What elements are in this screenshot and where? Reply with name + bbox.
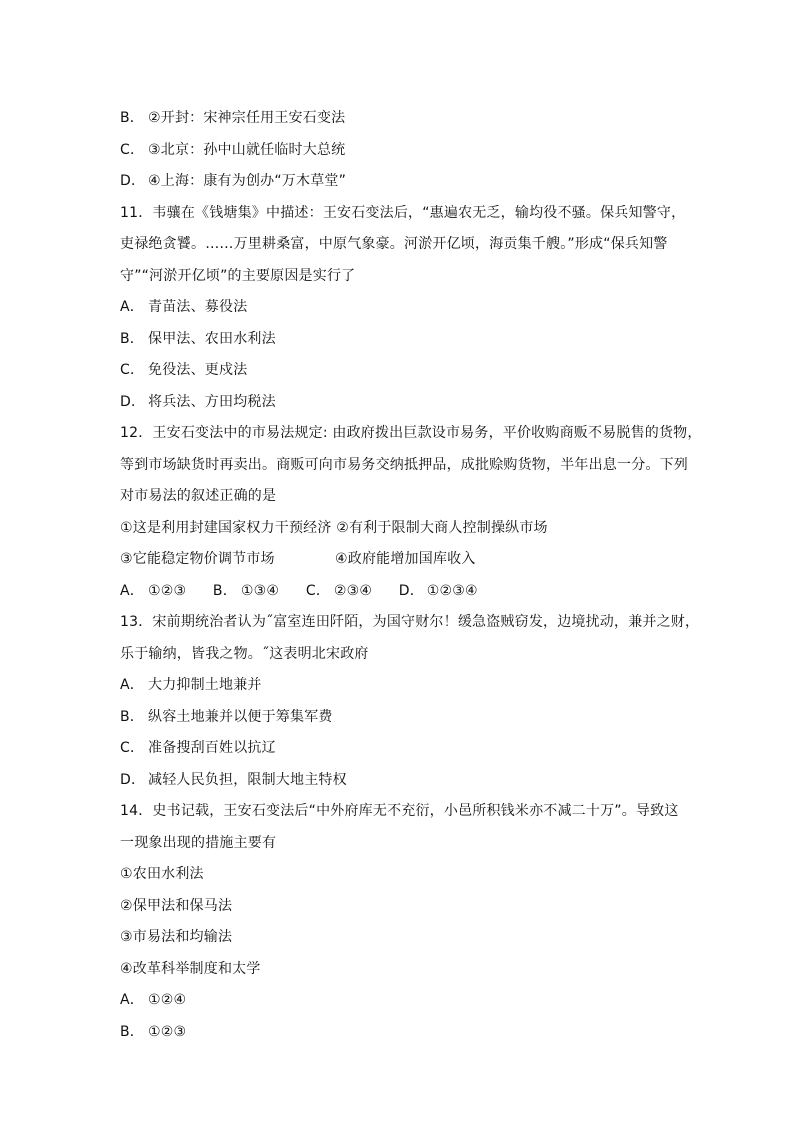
q12-statements-row-2 bbox=[120, 544, 682, 576]
option-text: ①②③ bbox=[148, 582, 187, 599]
q13-option-b bbox=[120, 702, 682, 734]
q11-option-d bbox=[120, 387, 682, 419]
option-label: D． bbox=[398, 582, 424, 599]
q10-option-b bbox=[120, 103, 682, 135]
q12-option-a bbox=[120, 576, 186, 608]
q14-statement-3: ③市易法和均输法 bbox=[120, 929, 233, 945]
option-label: B． bbox=[120, 708, 145, 725]
q10-option-d bbox=[120, 166, 682, 198]
q14-stem-line-2: 一现象出现的措施主要有 bbox=[120, 834, 277, 851]
option-text: 免役法、更戍法 bbox=[148, 362, 248, 378]
q13-option-d bbox=[120, 765, 682, 797]
option-label: C． bbox=[120, 740, 145, 756]
q12-statement-4: ④政府能增加国库收入 bbox=[335, 551, 476, 567]
option-text: 减轻人民负担，限制大地主特权 bbox=[148, 771, 347, 788]
q11-option-a bbox=[120, 292, 682, 324]
q12-statement-3: ③它能稳定物价调节市场 bbox=[120, 551, 275, 567]
option-label: C． bbox=[120, 362, 145, 378]
q13-stem-line-2: 乐于输纳，皆我之物。˝这表明北宋政府 bbox=[120, 645, 369, 662]
option-text: ①②③④ bbox=[426, 582, 478, 599]
option-text: ①③④ bbox=[240, 582, 280, 599]
option-text: ④上海：康有为创办“万木草堂” bbox=[148, 173, 347, 189]
option-label: B． bbox=[120, 110, 145, 126]
option-label: A． bbox=[120, 299, 144, 315]
q13-option-c bbox=[120, 733, 682, 765]
option-text: 将兵法、方田均税法 bbox=[148, 393, 276, 410]
q12-option-b bbox=[213, 576, 279, 608]
option-label: B． bbox=[212, 582, 237, 599]
q14-option-b bbox=[120, 1017, 682, 1049]
option-label: D． bbox=[120, 393, 146, 410]
option-text: 青苗法、募役法 bbox=[148, 299, 248, 315]
q11-stem-line-3: 守”“河淤开亿顷”的主要原因是实行了 bbox=[120, 267, 356, 284]
option-text: 大力抑制土地兼并 bbox=[148, 677, 262, 693]
option-label: A． bbox=[120, 677, 144, 693]
q12-option-d bbox=[399, 576, 478, 608]
q11-option-b bbox=[120, 324, 682, 356]
option-label: A． bbox=[120, 992, 144, 1008]
option-label: A． bbox=[120, 582, 144, 599]
option-text: ①②③ bbox=[148, 1023, 187, 1040]
q12-stem-line-1: 12．王安石变法中的市易法规定: 由政府拨出巨款设市易务，平价收购商贩不易脱售的货物， bbox=[120, 425, 702, 441]
option-text: 保甲法、农田水利法 bbox=[148, 330, 276, 347]
q12-statements-row-1: ①这是利用封建国家权力干预经济 ②有利于限制大商人控制操纵市场 bbox=[120, 519, 548, 536]
option-text: 准备搜刮百姓以抗辽 bbox=[148, 740, 276, 756]
option-label: B． bbox=[120, 330, 145, 347]
q12-option-c bbox=[306, 576, 372, 608]
q11-stem-line-2: 吏禄绝贪饕。……万里耕桑富，中原气象豪。河淤开亿顷，海贡集千艘。”形成“保兵知警 bbox=[120, 236, 668, 252]
q12-stem-line-3: 对市易法的叙述正确的是 bbox=[120, 488, 277, 504]
option-label: D． bbox=[120, 771, 146, 788]
q10-option-c bbox=[120, 135, 682, 167]
q12-stem-line-2: 等到市场缺货时再卖出。商贩可向市易务交纳抵押品，成批赊购货物，半年出息一分。下列 bbox=[120, 456, 688, 473]
q13-option-a bbox=[120, 670, 682, 702]
document-content bbox=[120, 0, 702, 1048]
option-label: C． bbox=[120, 141, 145, 158]
q12-options-row bbox=[120, 576, 682, 608]
q14-stem-line-1: 14．史书记载，王安石变法后“中外府库无不充衍，小邑所积钱米亦不减二十万”。导致这 bbox=[120, 803, 679, 819]
q11-stem-line-1: 11．韦骧在《钱塘集》中描述：王安石变法后，“惠遍农无乏，输均役不骚。保兵知警守， bbox=[120, 204, 686, 221]
q11-option-c bbox=[120, 355, 682, 387]
option-text: ①②④ bbox=[148, 992, 187, 1008]
option-label: C． bbox=[305, 582, 331, 599]
option-text: ②③④ bbox=[333, 582, 373, 599]
q14-statement-4: ④改革科举制度和太学 bbox=[120, 960, 261, 977]
q13-stem-line-1: 13．宋前期统治者认为˝富室连田阡陌，为国守财尔！缓急盗贼窃发，边境扰动，兼并之财， bbox=[120, 614, 700, 630]
option-label: B． bbox=[120, 1023, 145, 1040]
q14-statement-1: ①农田水利法 bbox=[120, 866, 204, 882]
option-text: ③北京：孙中山就任临时大总统 bbox=[148, 141, 346, 158]
q14-option-a bbox=[120, 985, 682, 1017]
option-label: D． bbox=[120, 173, 146, 189]
q14-statement-2: ②保甲法和保马法 bbox=[120, 897, 233, 914]
option-text: 纵容土地兼并以便于筹集军费 bbox=[148, 708, 333, 725]
option-text: ②开封：宋神宗任用王安石变法 bbox=[148, 110, 346, 126]
